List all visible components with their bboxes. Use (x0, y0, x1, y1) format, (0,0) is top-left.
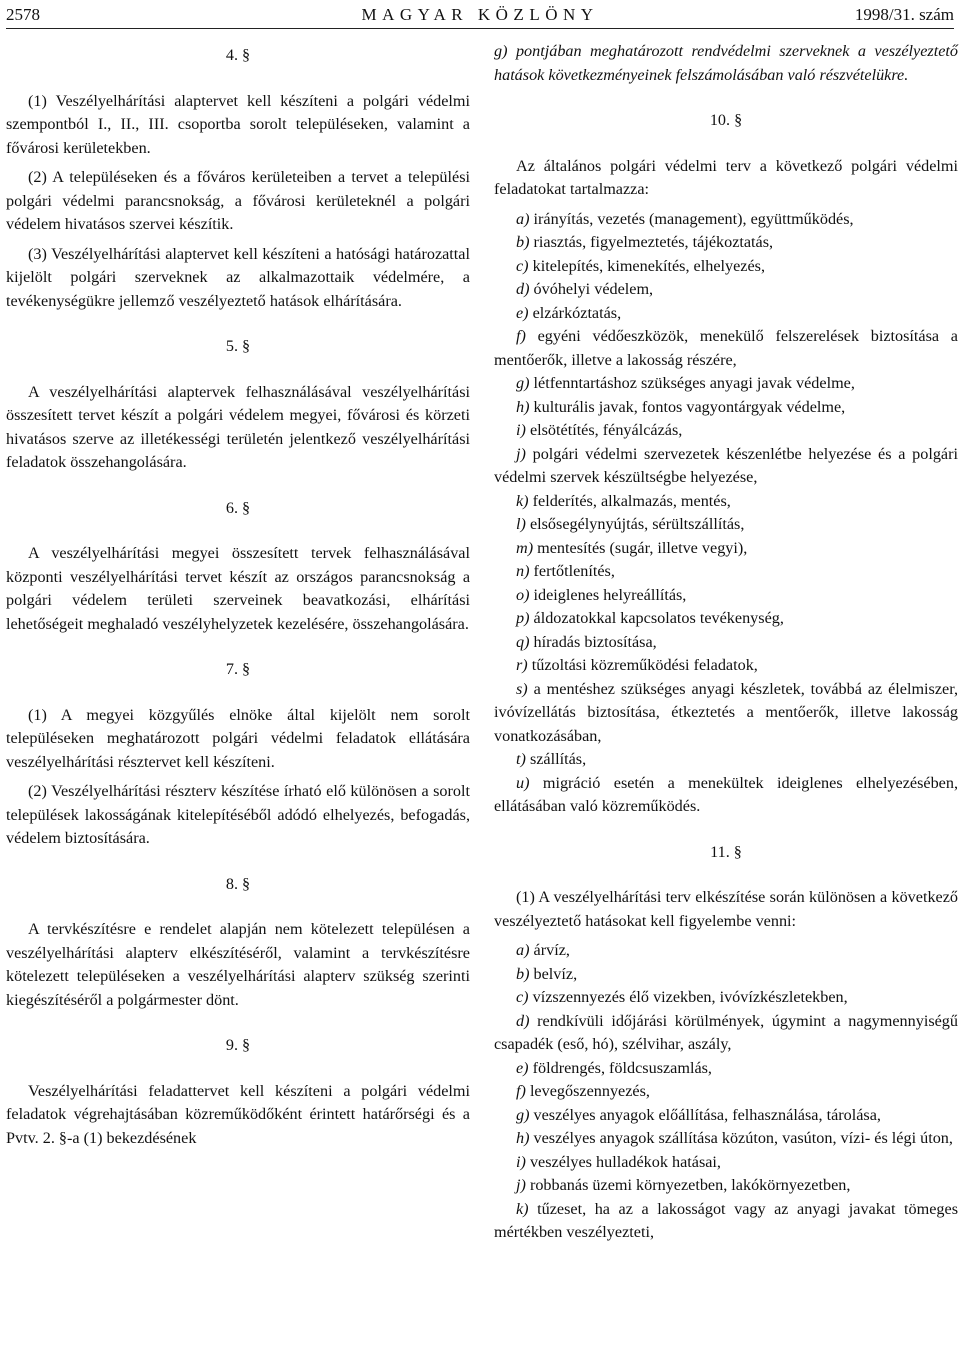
list-item (494, 325, 958, 372)
item-label: g) (516, 374, 530, 392)
section-heading-7: 7. § (225, 660, 251, 678)
item-label: j) (516, 444, 526, 463)
item-label: d) (516, 1011, 530, 1030)
item-text: veszélyes hulladékok hatásai, (529, 1152, 721, 1171)
item-text: árvíz, (533, 941, 570, 959)
left-column (6, 40, 470, 1156)
item-label: i) (516, 421, 526, 439)
paragraph: (2) A településeken és a főváros kerületeiben a tervet a települési polgári védelmi parancsnokság, a fővárosi kerületeknél a polgári védelem hivatásos szervei készítik. (6, 168, 470, 233)
list-item (494, 939, 958, 963)
item-text: kulturális javak, fontos vagyontárgyak védelme, (533, 397, 846, 416)
list-item (494, 560, 958, 584)
item-text: áldozatokkal kapcsolatos tevékenység, (533, 609, 784, 627)
item-text: felderítés, alkalmazás, mentés, (532, 491, 731, 510)
paragraph: (1) A veszélyelhárítási terv elkészítése során különösen a következő veszélyeztető hatásokat kell figyelembe venni: (494, 888, 958, 930)
item-text: polgári védelmi szervezetek készenlétbe helyezése és a polgári védelmi szervek készültségbe helyezése, (494, 444, 958, 486)
item-label: i) (516, 1152, 526, 1171)
list-item (494, 678, 958, 749)
item-label: a) (516, 209, 530, 228)
list-item (494, 302, 958, 326)
list-item (494, 1104, 958, 1128)
item-label: u) (516, 773, 530, 792)
item-label: d) (516, 280, 530, 298)
item-label: f) (516, 1082, 526, 1100)
item-text: tűzeset, ha az a lakosságot vagy az anyagi javakat tömeges mértékben veszélyezteti, (494, 1199, 959, 1241)
section-heading-5: 5. § (225, 337, 251, 355)
list-item (494, 537, 958, 561)
issue-number: 1998/31. szám (854, 5, 954, 24)
item-text: létfenntartáshoz szükséges anyagi javak védelme, (533, 374, 855, 392)
list-item (494, 772, 958, 819)
item-text: kitelepítés, kimenekítés, elhelyezés, (532, 256, 766, 275)
item-text: óvóhelyi védelem, (533, 280, 654, 298)
section-heading-11: 11. § (710, 842, 742, 861)
list-item (494, 1174, 958, 1198)
item-label: l) (516, 515, 526, 533)
item-label: e) (516, 1058, 529, 1077)
item-text: ideiglenes helyreállítás, (533, 585, 687, 604)
item-label: o) (516, 585, 530, 604)
paragraph: Az általános polgári védelmi terv a következő polgári védelmi feladatokat tartalmazza: (494, 156, 958, 198)
list-item (494, 1127, 958, 1151)
item-text: híradás biztosítása, (533, 632, 657, 651)
paragraph: (1) Veszélyelhárítási alaptervet kell készíteni a polgári védelmi szempontból I., II., III. csoportba sorolt településeken, valamint a fővárosi kerületekben. (6, 91, 470, 157)
item-text: irányítás, vezetés (management), együttműködés, (533, 209, 854, 228)
item-label: p) (516, 609, 530, 627)
list-item (494, 1010, 958, 1057)
item-text: elsötétítés, fényálcázás, (529, 421, 683, 439)
item-label: k) (516, 491, 529, 510)
item-text: elzárkóztatás, (532, 303, 622, 322)
task-list (494, 208, 958, 819)
item-text: a mentéshez szükséges anyagi készletek, továbbá az élelmiszer, ivóvízellátás biztosítása, étkeztetés a mentőerők, illetve lakosság vonatkozásában, (494, 679, 958, 745)
item-text: migráció esetén a menekültek ideiglenes elhelyezésében, ellátásában való közreműködés. (494, 773, 958, 815)
item-label: h) (516, 1129, 530, 1147)
section-heading-9: 9. § (225, 1036, 251, 1054)
item-text: veszélyes anyagok szállítása közúton, vasúton, vízi- és légi úton, (533, 1129, 953, 1147)
item-label: a) (516, 941, 530, 959)
item-text: földrengés, földcsuszamlás, (532, 1058, 712, 1077)
item-label: e) (516, 303, 529, 322)
item-text: riasztás, figyelmeztetés, tájékoztatás, (533, 233, 774, 251)
item-label: c) (516, 256, 529, 275)
list-item (494, 654, 958, 678)
list-item (494, 513, 958, 537)
section-heading-10: 10. § (709, 111, 743, 129)
item-text: levegőszennyezés, (529, 1082, 650, 1100)
item-label: g) (494, 42, 508, 60)
paragraph: A veszélyelhárítási megyei összesített tervek felhasználásával központi veszélyelhárítási tervet készít az országos parancsnokság a polgári védelem területi szerveinek beavatkozási, elhárítási lehetőségeit meghaladó veszélyhelyzetek kezelésére, összehangolására. (6, 544, 470, 633)
item-label: t) (516, 750, 526, 768)
list-item (494, 1080, 958, 1104)
item-text: tűzoltási közreműködési feladatok, (531, 656, 758, 674)
item-text: robbanás üzemi környezetben, lakókörnyezetben, (529, 1176, 851, 1194)
item-text: elsősegélynyújtás, sérültszállítás, (529, 515, 745, 533)
section-heading-4: 4. § (225, 46, 251, 64)
item-label: c) (516, 988, 529, 1006)
list-item (494, 607, 958, 631)
item-label: b) (516, 964, 530, 983)
item-label: n) (516, 562, 530, 580)
list-item (494, 584, 958, 608)
paragraph: (3) Veszélyelhárítási alaptervet kell készíteni a hatósági határozattal kijelölt polgári szerveknek az alkalmazottaik védelmére, a tevékenységükre jellemző veszélyeztető hatások elhárítására. (6, 244, 470, 310)
item-label: k) (516, 1199, 529, 1218)
item-text: vízszennyezés élő vizekben, ivóvízkészletekben, (532, 988, 848, 1006)
item-label: h) (516, 397, 530, 416)
list-item (494, 963, 958, 987)
right-column (494, 40, 958, 1245)
item-label: r) (516, 656, 528, 674)
list-item (494, 986, 958, 1010)
paragraph: (2) Veszélyelhárítási részterv készítése írható elő különösen a sorolt települések lakosságának kitelepítéséből adódó elhelyezés, befogadás, védelem biztosítására. (6, 782, 470, 847)
list-item (494, 1151, 958, 1175)
item-label: s) (516, 679, 528, 698)
list-item (494, 631, 958, 655)
list-item (494, 1057, 958, 1081)
item-text: pontjában meghatározott rendvédelmi szerveknek a veszélyeztető hatások következményeinek felszámolásában való részvételükre. (494, 42, 959, 84)
item-label: m) (516, 538, 534, 557)
list-item (494, 490, 958, 514)
section-heading-6: 6. § (225, 498, 251, 517)
item-text: belvíz, (533, 964, 578, 983)
paragraph: A veszélyelhárítási alaptervek felhasználásával veszélyelhárítási összesített tervet készít a polgári védelem megyei, fővárosi és körzeti hivatásos szerve az illetékességi területén jelentkező veszélyelhárítási feladatok összehangolására. (6, 382, 470, 471)
item-label: q) (516, 632, 530, 651)
list-item (494, 1198, 958, 1245)
paragraph: A tervkészítésre e rendelet alapján nem kötelezett településen a veszélyelhárítási alapterv elkészítéséről, valamint a tervkészítésre kötelezett településeken a veszélyelhárítási alapterv szükség szerinti kiegészítéséről a polgármester dönt. (6, 920, 470, 1009)
list-item (494, 255, 958, 279)
item-text: veszélyes anyagok előállítása, felhasználása, tárolása, (533, 1105, 881, 1124)
list-item (494, 419, 958, 443)
section-heading-8: 8. § (225, 874, 251, 893)
journal-title: MAGYAR KÖZLÖNY (361, 5, 599, 24)
item-text: mentesítés (sugár, illetve vegyi), (537, 538, 748, 557)
list-item (494, 278, 958, 302)
list-item (494, 443, 958, 490)
list-item (494, 231, 958, 255)
paragraph: Veszélyelhárítási feladattervet kell készíteni a polgári védelmi feladatok végrehajtásában közreműködőként érintett határőrségi és a Pvtv. 2. §-a (1) bekezdésének (6, 1081, 470, 1147)
list-item (494, 396, 958, 420)
list-item (494, 372, 958, 396)
paragraph: (1) A megyei közgyűlés elnöke által kijelölt nem sorolt településeken meghatározott polgári védelmi feladatok ellátására veszélyelhárítási résztervet kell készíteni. (6, 705, 470, 771)
item-label: j) (516, 1176, 526, 1194)
page-header (6, 0, 954, 29)
item-text: fertőtlenítés, (533, 562, 615, 580)
list-item (494, 208, 958, 232)
item-label: b) (516, 233, 530, 251)
list-item (494, 748, 958, 772)
page-number: 2578 (6, 5, 40, 24)
continued-paragraph (494, 40, 958, 87)
item-label: f) (516, 327, 526, 345)
hazard-list (494, 939, 958, 1245)
item-label: g) (516, 1105, 530, 1124)
item-text: egyéni védőeszközök, menekülő felszerelések biztosítása a mentőerők, illetve a lakosság részére, (494, 327, 958, 369)
item-text: szállítás, (529, 750, 587, 768)
item-text: rendkívüli időjárási körülmények, úgymint a nagymennyiségű csapadék (eső, hó), szélvihar, aszály, (494, 1011, 958, 1053)
